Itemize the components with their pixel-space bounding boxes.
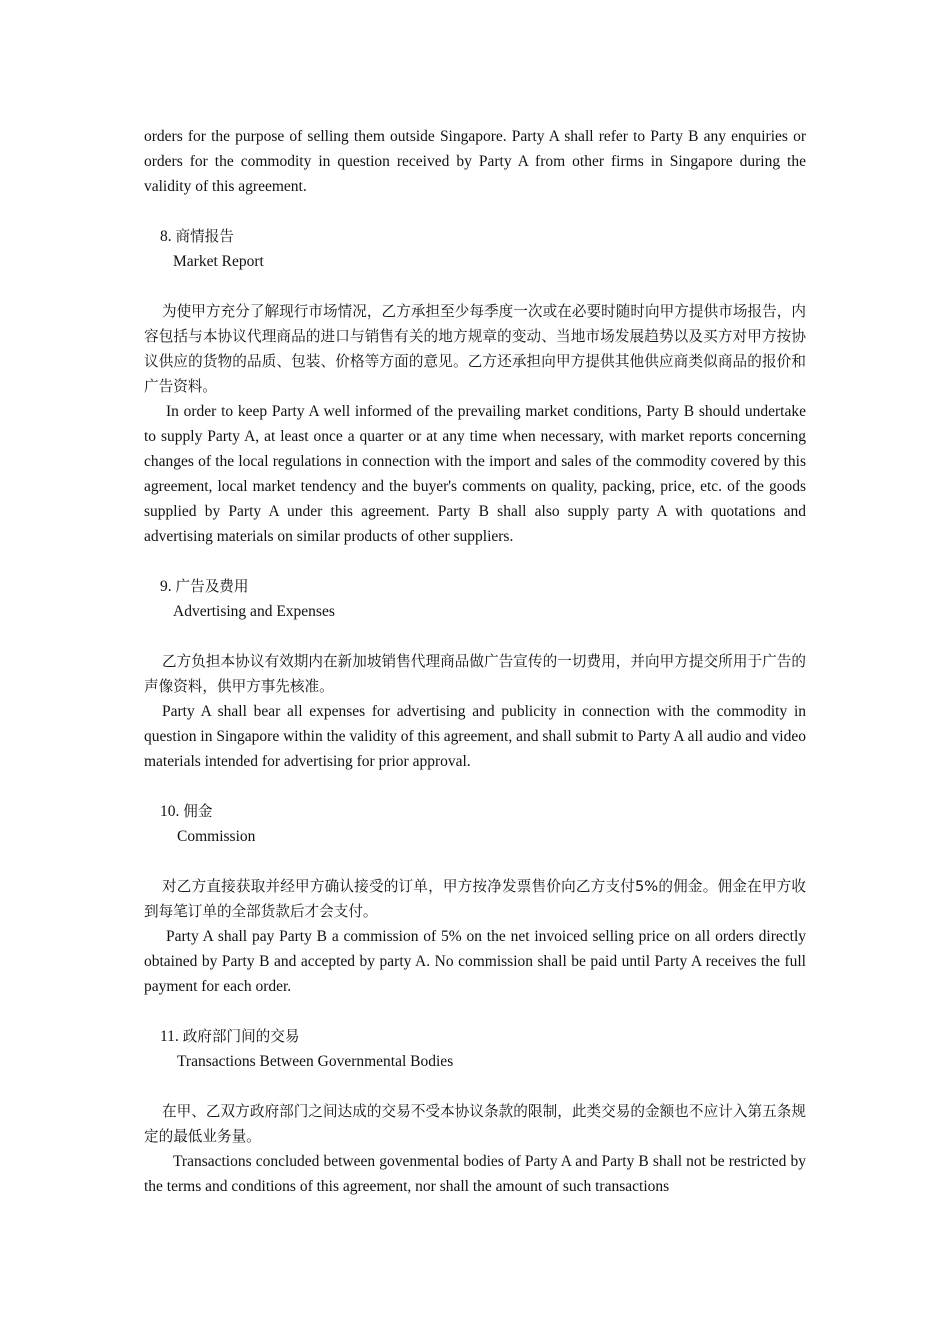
section-governmental-transactions <box>144 1024 806 1199</box>
section-market-report <box>144 224 806 549</box>
section-heading-cn <box>160 224 806 249</box>
section-commission <box>144 799 806 999</box>
section-body-en: Party A shall pay Party B a commission of 5% on the net invoiced selling price on all orders directly obtained by Party B and accepted by party A. No commission shall be paid until Party A receives the full payment for each order. <box>144 928 806 995</box>
section-title-cn: 佣金 <box>183 803 213 820</box>
section-body-en: Party A shall bear all expenses for advertising and publicity in connection with the commodity in question in Singapore within the validity of this agreement, and shall submit to Party A all audio and video materials intended for advertising for prior approval. <box>144 703 806 770</box>
section-number: 10. <box>160 803 180 820</box>
section-title-en: Market Report <box>173 253 264 270</box>
section-body-en: Transactions concluded between govenmental bodies of Party A and Party B shall not be restricted by the terms and conditions of this agreement, nor shall the amount of such transactions <box>144 1153 806 1195</box>
section-number: 8. <box>160 228 172 245</box>
section-heading-cn <box>160 799 806 824</box>
section-heading-cn <box>160 574 806 599</box>
section-advertising-expenses <box>144 574 806 774</box>
section-number: 9. <box>160 578 172 595</box>
section-title-en: Commission <box>177 828 256 845</box>
intro-paragraph: orders for the purpose of selling them outside Singapore. Party A shall refer to Party B any enquiries or orders for the commodity in question received by Party A from other firms in Singapore during the validity of this agreement. <box>144 128 806 195</box>
document-body <box>144 124 806 1199</box>
section-heading-cn <box>160 1024 806 1049</box>
section-body-en: In order to keep Party A well informed of the prevailing market conditions, Party B should undertake to supply Party A, at least once a quarter or at any time when necessary, with market reports concerning changes of the local regulations in connection with the import and sales of the commodity covered by this agreement, local market tendency and the buyer's comments on quality, packing, price, etc. of the goods supplied by Party A under this agreement. Party B shall also supply party A with quotations and advertising materials on similar products of other suppliers. <box>144 403 806 545</box>
section-number: 11. <box>160 1028 179 1045</box>
section-title-cn: 广告及费用 <box>175 578 249 595</box>
section-body-cn: 为使甲方充分了解现行市场情况，乙方承担至少每季度一次或在必要时随时向甲方提供市场报告，内容包括与本协议代理商品的进口与销售有关的地方规章的变动、当地市场发展趋势以及买方对甲方按协议供应的货物的品质、包装、价格等方面的意见。乙方还承担向甲方提供其他供应商类似商品的报价和广告资料。 <box>144 303 806 395</box>
section-title-cn: 政府部门间的交易 <box>182 1028 300 1045</box>
section-body-cn: 乙方负担本协议有效期内在新加坡销售代理商品做广告宣传的一切费用，并向甲方提交所用于广告的声像资料，供甲方事先核准。 <box>144 653 806 695</box>
section-title-en: Transactions Between Governmental Bodies <box>177 1053 454 1070</box>
section-body-cn: 在甲、乙双方政府部门之间达成的交易不受本协议条款的限制，此类交易的金额也不应计入第五条规定的最低业务量。 <box>144 1103 806 1145</box>
section-title-cn: 商情报告 <box>175 228 234 245</box>
section-body-cn: 对乙方直接获取并经甲方确认接受的订单，甲方按净发票售价向乙方支付5%的佣金。佣金在甲方收到每笔订单的全部货款后才会支付。 <box>144 878 806 920</box>
section-title-en: Advertising and Expenses <box>173 603 335 620</box>
